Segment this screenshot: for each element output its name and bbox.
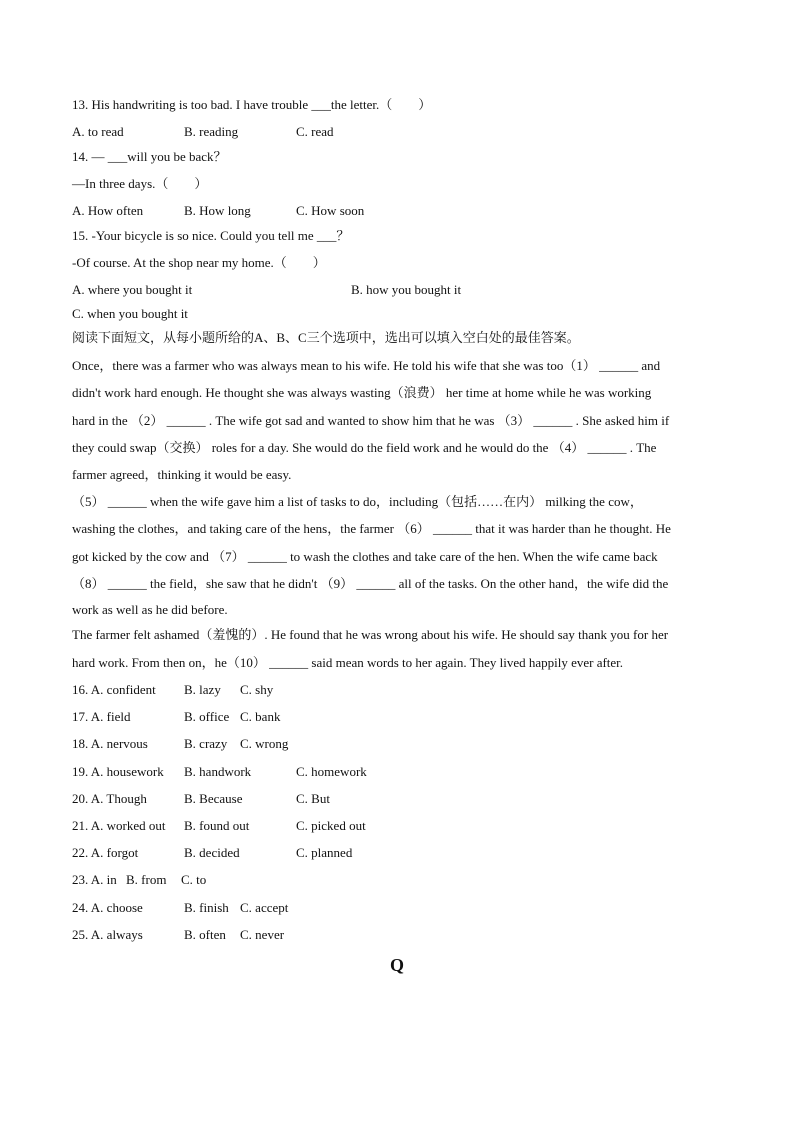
q14-option-b: B. How long: [184, 203, 251, 218]
passage-line: washing the clothes，and taking care of the hens，the farmer （6） ______ that it was harder than he thought. He: [72, 521, 671, 536]
choice-16-a: 16. A. confident: [72, 682, 156, 697]
choice-17-b: B. office: [184, 709, 230, 724]
choice-17-c: C. bank: [240, 709, 281, 724]
q14-reply: —In three days.（ ）: [72, 176, 208, 191]
choice-17-a: 17. A. field: [72, 709, 131, 724]
q14-option-c: C. How soon: [296, 203, 365, 218]
choice-25-c: C. never: [240, 927, 285, 942]
choice-22-b: B. decided: [184, 845, 240, 860]
q15-stem: 15. -Your bicycle is so nice. Could you tell me ___？: [72, 228, 350, 243]
choice-22-c: C. planned: [296, 845, 353, 860]
q14-option-a: A. How often: [72, 203, 144, 218]
choice-23-c: C. to: [181, 872, 207, 887]
choice-20-b: B. Because: [184, 791, 243, 806]
passage-line: got kicked by the cow and （7） ______ to wash the clothes and take care of the hen. When the wife came back: [72, 549, 658, 564]
choice-21-c: C. picked out: [296, 818, 366, 833]
choice-18-a: 18. A. nervous: [72, 736, 148, 751]
passage-line: （8） ______ the field，she saw that he didn't （9） ______ all of the tasks. On the other hand，the wife did the: [72, 576, 669, 591]
choice-25-b: B. often: [184, 927, 226, 942]
choice-24-a: 24. A. choose: [72, 900, 143, 915]
choice-18-c: C. wrong: [240, 736, 289, 751]
q15-option-b: B. how you bought it: [351, 282, 462, 297]
choice-25-a: 25. A. always: [72, 927, 143, 942]
q15-option-c: C. when you bought it: [72, 306, 188, 321]
passage-line: （5） ______ when the wife gave him a list of tasks to do，including（包括……在内） milking the cow，: [72, 494, 643, 509]
choice-20-a: 20. A. Though: [72, 791, 147, 806]
q15-reply: -Of course. At the shop near my home.（ ）: [72, 255, 326, 270]
q13-option-c: C. read: [296, 124, 334, 139]
q13-option-b: B. reading: [184, 124, 239, 139]
passage-line: they could swap（交换） roles for a day. She would do the field work and he would do the （4） ______ . The: [72, 440, 657, 455]
q13-option-a: A. to read: [72, 124, 124, 139]
choice-19-c: C. homework: [296, 764, 367, 779]
choice-24-b: B. finish: [184, 900, 229, 915]
choice-22-a: 22. A. forgot: [72, 845, 139, 860]
choice-16-b: B. lazy: [184, 682, 221, 697]
passage-line: Once，there was a farmer who was always mean to his wife. He told his wife that she was too（1） ______ and: [72, 358, 661, 373]
choice-23-b: B. from: [126, 872, 167, 887]
q15-option-a: A. where you bought it: [72, 282, 193, 297]
choice-24-c: C. accept: [240, 900, 289, 915]
choice-20-c: C. But: [296, 791, 330, 806]
footer-mark: Q: [389, 955, 404, 975]
choice-21-b: B. found out: [184, 818, 250, 833]
choice-23-a: 23. A. in: [72, 872, 117, 887]
choice-18-b: B. crazy: [184, 736, 228, 751]
section-instructions: 阅读下面短文，从每小题所给的A、B、C三个选项中，选出可以填入空白处的最佳答案。: [72, 330, 580, 345]
passage-line: hard in the （2） ______ . The wife got sad and wanted to show him that he was （3） ______ . She asked him if: [72, 413, 670, 428]
q13-stem: 13. His handwriting is too bad. I have trouble ___the letter.（ ）: [72, 97, 432, 112]
choice-21-a: 21. A. worked out: [72, 818, 166, 833]
passage-line: didn't work hard enough. He thought she was always wasting（浪费） her time at home while he was working: [72, 385, 652, 400]
passage-line: The farmer felt ashamed（羞愧的）. He found that he was wrong about his wife. He should say thank you for her: [72, 627, 669, 642]
choice-19-b: B. handwork: [184, 764, 252, 779]
passage-line: work as well as he did before.: [72, 602, 228, 617]
passage-line: hard work. From then on，he（10） ______ said mean words to her again. They lived happily ever after.: [72, 655, 624, 670]
choice-19-a: 19. A. housework: [72, 764, 164, 779]
passage-line: farmer agreed，thinking it would be easy.: [72, 467, 292, 482]
choice-16-c: C. shy: [240, 682, 274, 697]
q14-stem: 14. — ___will you be back？: [72, 149, 227, 164]
